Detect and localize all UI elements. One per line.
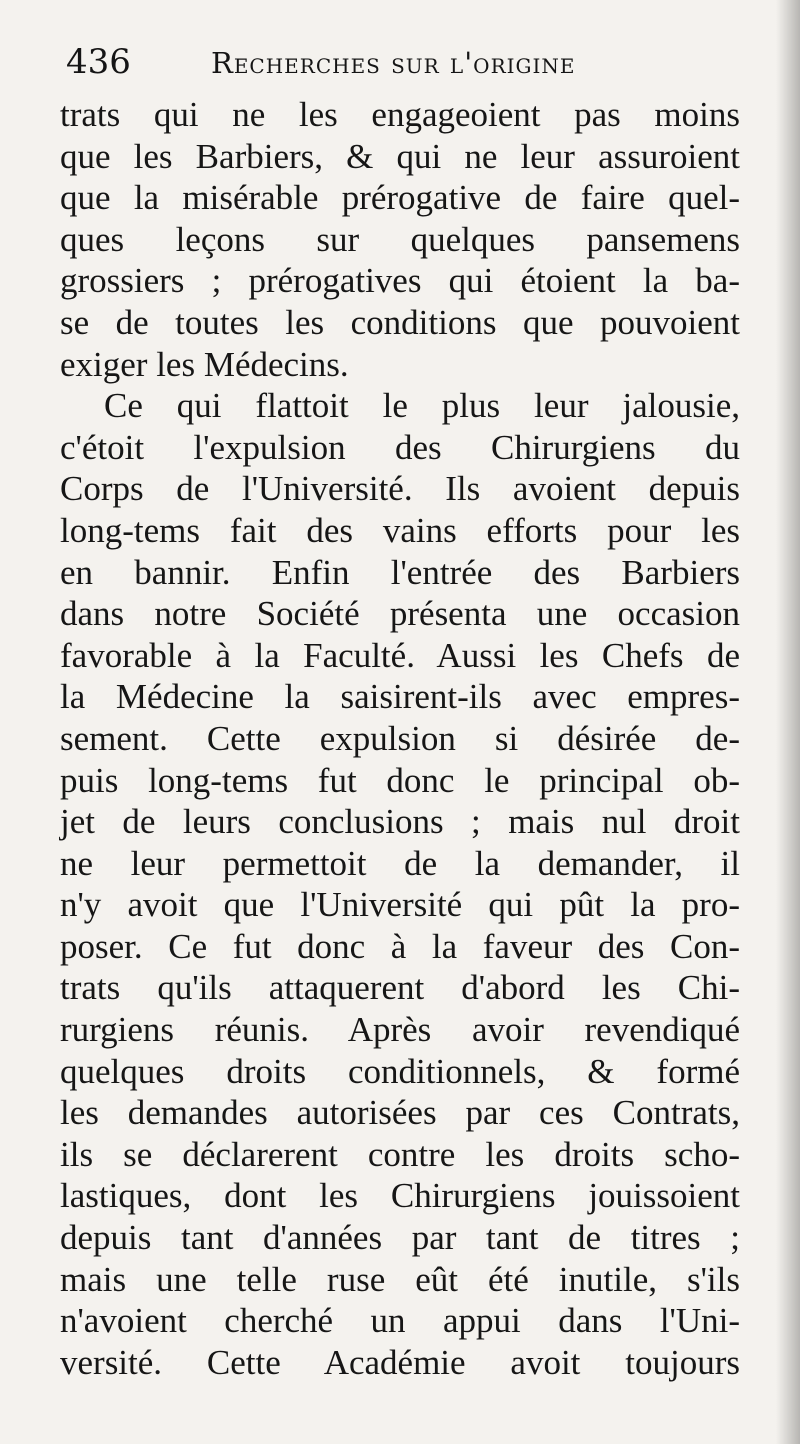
text-line: mais une telle ruse eût été inutile, s'ils [60, 1259, 740, 1299]
text-line: versité. Cette Académie avoit toujours [60, 1342, 740, 1382]
text-line: trats qu'ils attaquerent d'abord les Chi- [60, 968, 740, 1008]
text-line: c'étoit l'expulsion des Chirurgiens du [60, 427, 740, 467]
running-title: Recherches sur l'origine [211, 46, 576, 80]
text-line: favorable à la Faculté. Aussi les Chefs de [60, 635, 740, 675]
text-line: en bannir. Enfin l'entrée des Barbiers [60, 552, 740, 592]
text-line: long-tems fait des vains efforts pour les [60, 510, 740, 550]
text-line: se de toutes les conditions que pouvoient [60, 302, 740, 342]
text-line: Ce qui flattoit le plus leur jalousie, [104, 386, 740, 426]
text-line: quelques droits conditionnels, & formé [60, 1051, 740, 1091]
running-head [66, 40, 746, 90]
text-line: puis long-tems fut donc le principal ob- [60, 760, 740, 800]
text-line: dans notre Société présenta une occasion [60, 594, 740, 634]
text-line: lastiques, dont les Chirurgiens jouissoient [60, 1176, 740, 1216]
text-line: ne leur permettoit de la demander, il [60, 843, 740, 883]
text-line: la Médecine la saisirent-ils avec empres- [60, 677, 740, 717]
text-line: ques leçons sur quelques pansemens [60, 219, 740, 259]
body-text [60, 94, 740, 1383]
text-line: ils se déclarerent contre les droits scho- [60, 1134, 740, 1174]
text-line: rurgiens réunis. Après avoir revendiqué [60, 1010, 740, 1050]
text-line: n'avoient cherché un appui dans l'Uni- [60, 1301, 740, 1341]
text-line: jet de leurs conclusions ; mais nul droit [60, 802, 740, 842]
text-line: depuis tant d'années par tant de titres ; [60, 1218, 740, 1258]
text-line: Corps de l'Université. Ils avoient depuis [60, 469, 740, 509]
text-line: sement. Cette expulsion si désirée de- [60, 718, 740, 758]
text-line: exiger les Médecins. [60, 344, 349, 384]
text-line: n'y avoit que l'Université qui pût la pro- [60, 885, 740, 925]
page-number: 436 [66, 42, 131, 82]
text-line: poser. Ce fut donc à la faveur des Con- [60, 926, 740, 966]
text-line: que les Barbiers, & qui ne leur assuroient [60, 136, 740, 176]
text-line: les demandes autorisées par ces Contrats, [60, 1093, 740, 1133]
text-line: que la misérable prérogative de faire quel- [60, 178, 740, 218]
text-line: grossiers ; prérogatives qui étoient la ba- [60, 261, 740, 301]
text-line: trats qui ne les engageoient pas moins [60, 95, 740, 134]
